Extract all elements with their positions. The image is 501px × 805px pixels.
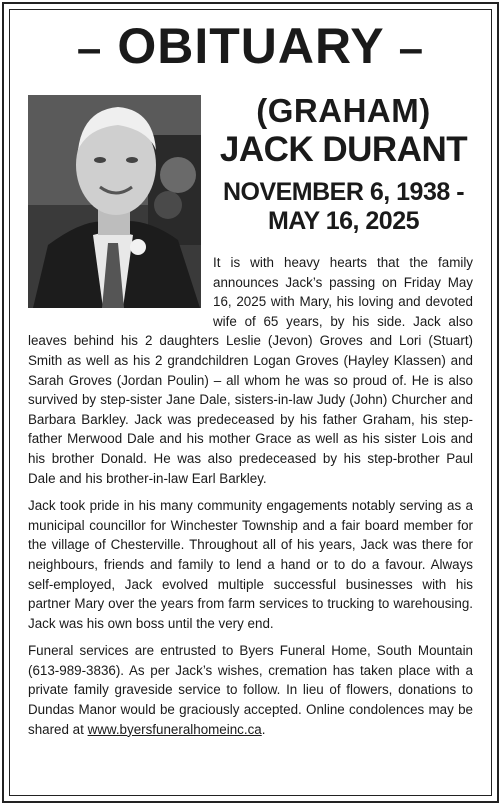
dates-line-1: NOVEMBER 6, 1938 - (222, 178, 465, 206)
obituary-body (28, 253, 473, 747)
deceased-name: JACK DURANT (219, 130, 468, 169)
dates-line-2: MAY 16, 2025 (267, 207, 420, 235)
heading-dash-right: – (398, 24, 425, 73)
paragraph-family: It is with heavy hearts that the family announces Jack’s passing on Friday May 16, 2025 with Mary, his loving and devoted wife of 65 years, by his side. Jack also leaves behind his 2 daughters Leslie (Jevon) Groves and Lori (Stuart) Smith as well as his 2 grandchildren Logan Groves (Hayley Klassen) and Sarah Groves (Jordan Poulin) – all whom he was so proud of. He is also survived by step-sister Jane Dale, sisters-in-law Judy (John) Churcher and Barbara Barkley. Jack was predeceased by his father Graham, his step-father Merwood Dale and his mother Grace as well as his sister Lois and his brother Donald. He was also predeceased by his step-brother Paul Dale and his brother-in-law Earl Barkley. (28, 255, 473, 486)
obituary-heading (0, 18, 501, 77)
condolences-link[interactable]: www.byersfuneralhomeinc.ca (87, 721, 262, 737)
life-dates (210, 178, 477, 236)
heading-title: OBITUARY (117, 18, 384, 74)
paragraph-services (28, 641, 473, 739)
heading-dash-left: – (76, 24, 103, 73)
photo-wrap-spacer (28, 253, 213, 313)
services-text: Funeral services are entrusted to Byers Funeral Home, South Mountain (613-989-3836). As per Jack’s wishes, cremation has taken place with a private family graveside service to follow. In lieu of flowers, donations to Dundas Manor would be graciously accepted. Online condolences may be shared at (28, 643, 473, 737)
paragraph-community: Jack took pride in his many community engagements notably serving as a municipal councillor for Winchester Township and a fair board member for the village of Chesterville. Throughout all of his years, Jack was there for neighbours, friends and family to lend a hand or to do a favour. Always self-employed, Jack evolved multiple successful businesses with his partner Mary over the years from farm services to trucking to warehousing. Jack was his own boss until the very end. (28, 498, 473, 631)
services-end: . (261, 721, 266, 737)
maiden-name: (GRAHAM) (256, 92, 431, 129)
name-block (210, 92, 477, 236)
